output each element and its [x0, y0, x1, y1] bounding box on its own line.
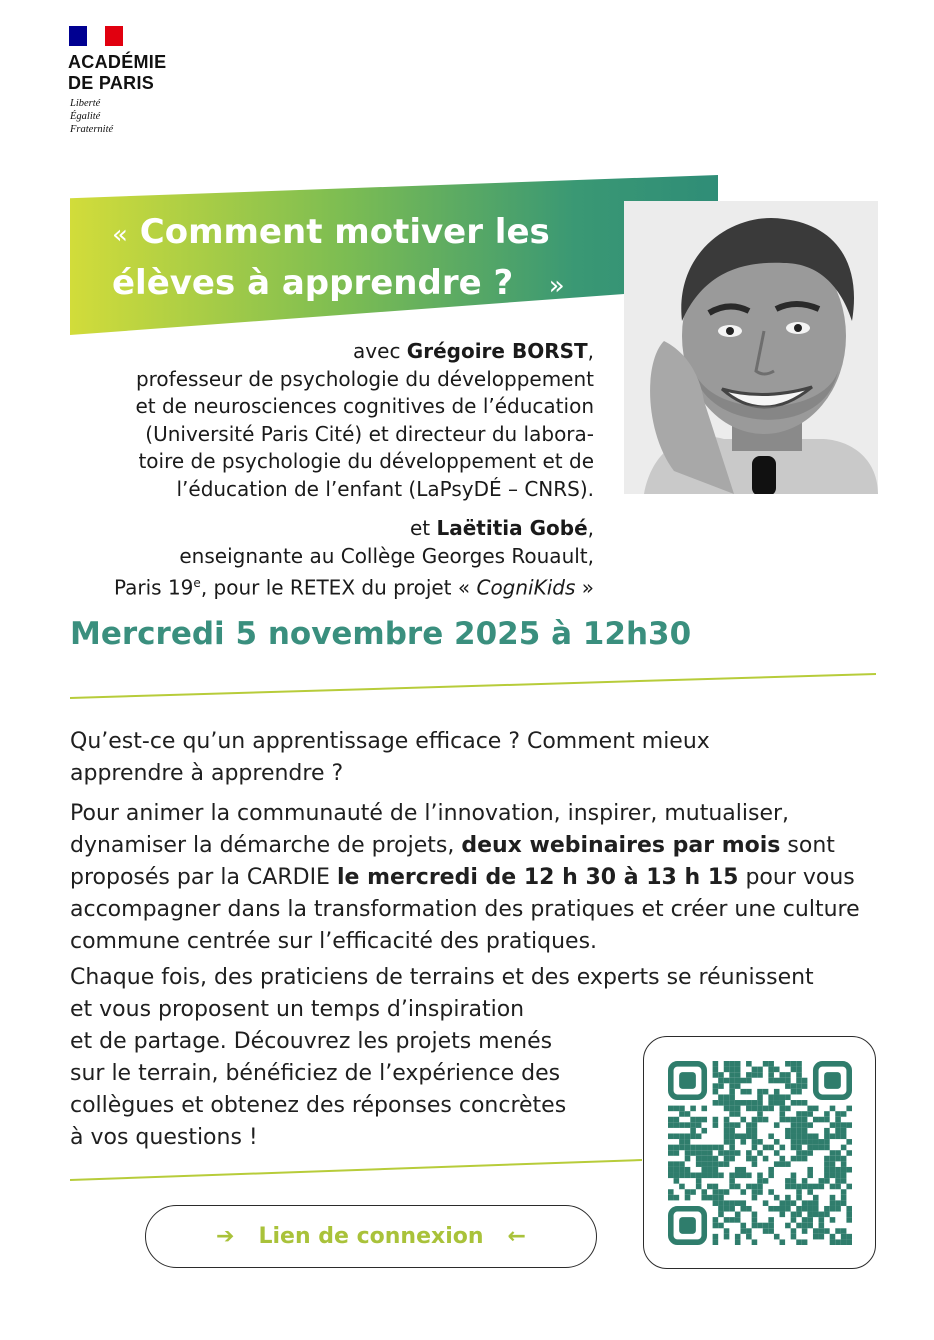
- speaker2-name-line: et Laëtitia Gobé,: [409, 516, 594, 540]
- close-quote: »: [548, 271, 565, 301]
- title-line1: Comment motiver les: [139, 212, 550, 252]
- qr-code-icon[interactable]: [668, 1061, 852, 1245]
- paragraph-line: et vous proposent un temps d’inspiration: [70, 997, 525, 1022]
- arrow-left-icon: ←: [507, 1224, 526, 1249]
- open-quote: «: [112, 220, 128, 250]
- event-title: [112, 208, 632, 310]
- divider-line-bottom: [70, 1158, 642, 1182]
- motto-liberte: Liberté: [70, 98, 101, 109]
- qr-code-frame[interactable]: [643, 1036, 876, 1269]
- logo-title: [68, 52, 166, 94]
- arrow-right-icon: ➔: [216, 1224, 235, 1249]
- logo-title-line1: ACADÉMIE: [68, 52, 167, 72]
- paragraph-line: et de partage. Découvrez les projets menés: [70, 1029, 553, 1054]
- connection-link-button[interactable]: [145, 1205, 597, 1268]
- paragraph-line: à vos questions !: [70, 1125, 258, 1150]
- paragraph-line: sur le terrain, bénéficiez de l’expérience des: [70, 1061, 561, 1086]
- speaker2-name: Laëtitia Gobé: [436, 516, 588, 540]
- motto-fraternite: Fraternité: [70, 124, 114, 135]
- marianne-flag-icon: [69, 26, 123, 46]
- republic-motto: [70, 97, 113, 136]
- divider-line: [70, 672, 876, 700]
- speaker1-name: Grégoire BORST: [406, 339, 588, 363]
- title-line2: élèves à apprendre ?: [112, 263, 514, 303]
- connection-link-label: Lien de connexion: [258, 1224, 484, 1249]
- paragraph-line: Chaque fois, des praticiens de terrains et des experts se réunissent: [70, 965, 814, 990]
- speaker2-role: enseignante au Collège Georges Rouault,: [179, 543, 594, 568]
- speakers-block: [34, 338, 594, 602]
- paragraph-webinars: Pour animer la communauté de l’innovation, inspirer, mutualiser, dynamiser la démarche de projets, deux webinaires par mois sont proposés par la CARDIE le mercredi de 12 h 30 à 13 h 15 pour vous accompagner dans la transformation des pratiques et créer une culture commune centrée sur l’efficacité des pratiques.: [70, 801, 860, 954]
- speaker1-bio-line: professeur de psychologie du développement: [135, 366, 594, 391]
- speaker1-bio-line: toire de psychologie du développement et de: [138, 449, 594, 473]
- motto-egalite: Égalité: [70, 111, 101, 122]
- paragraph-intro: Qu’est-ce qu’un apprentissage efficace ? Comment mieux apprendre à apprendre ?: [70, 729, 710, 786]
- speaker2-project: Paris 19e, pour le RETEX du projet « CogniKids »: [113, 575, 594, 600]
- logo-title-line2: DE PARIS: [68, 73, 155, 93]
- speaker1-bio-line: l’éducation de l’enfant (LaPsyDÉ – CNRS).: [176, 476, 594, 501]
- description: [70, 726, 890, 966]
- event-date: Mercredi 5 novembre 2025 à 12h30: [70, 616, 692, 652]
- paragraph-line: collègues et obtenez des réponses concrètes: [70, 1093, 567, 1118]
- speaker1-bio-line: (Université Paris Cité) et directeur du labora-: [145, 421, 594, 446]
- speaker-photo: [624, 201, 878, 494]
- speaker1-name-line: avec Grégoire BORST,: [353, 339, 594, 363]
- speaker1-bio-line: et de neurosciences cognitives de l’éducation: [135, 394, 594, 418]
- portrait-image: [624, 201, 878, 494]
